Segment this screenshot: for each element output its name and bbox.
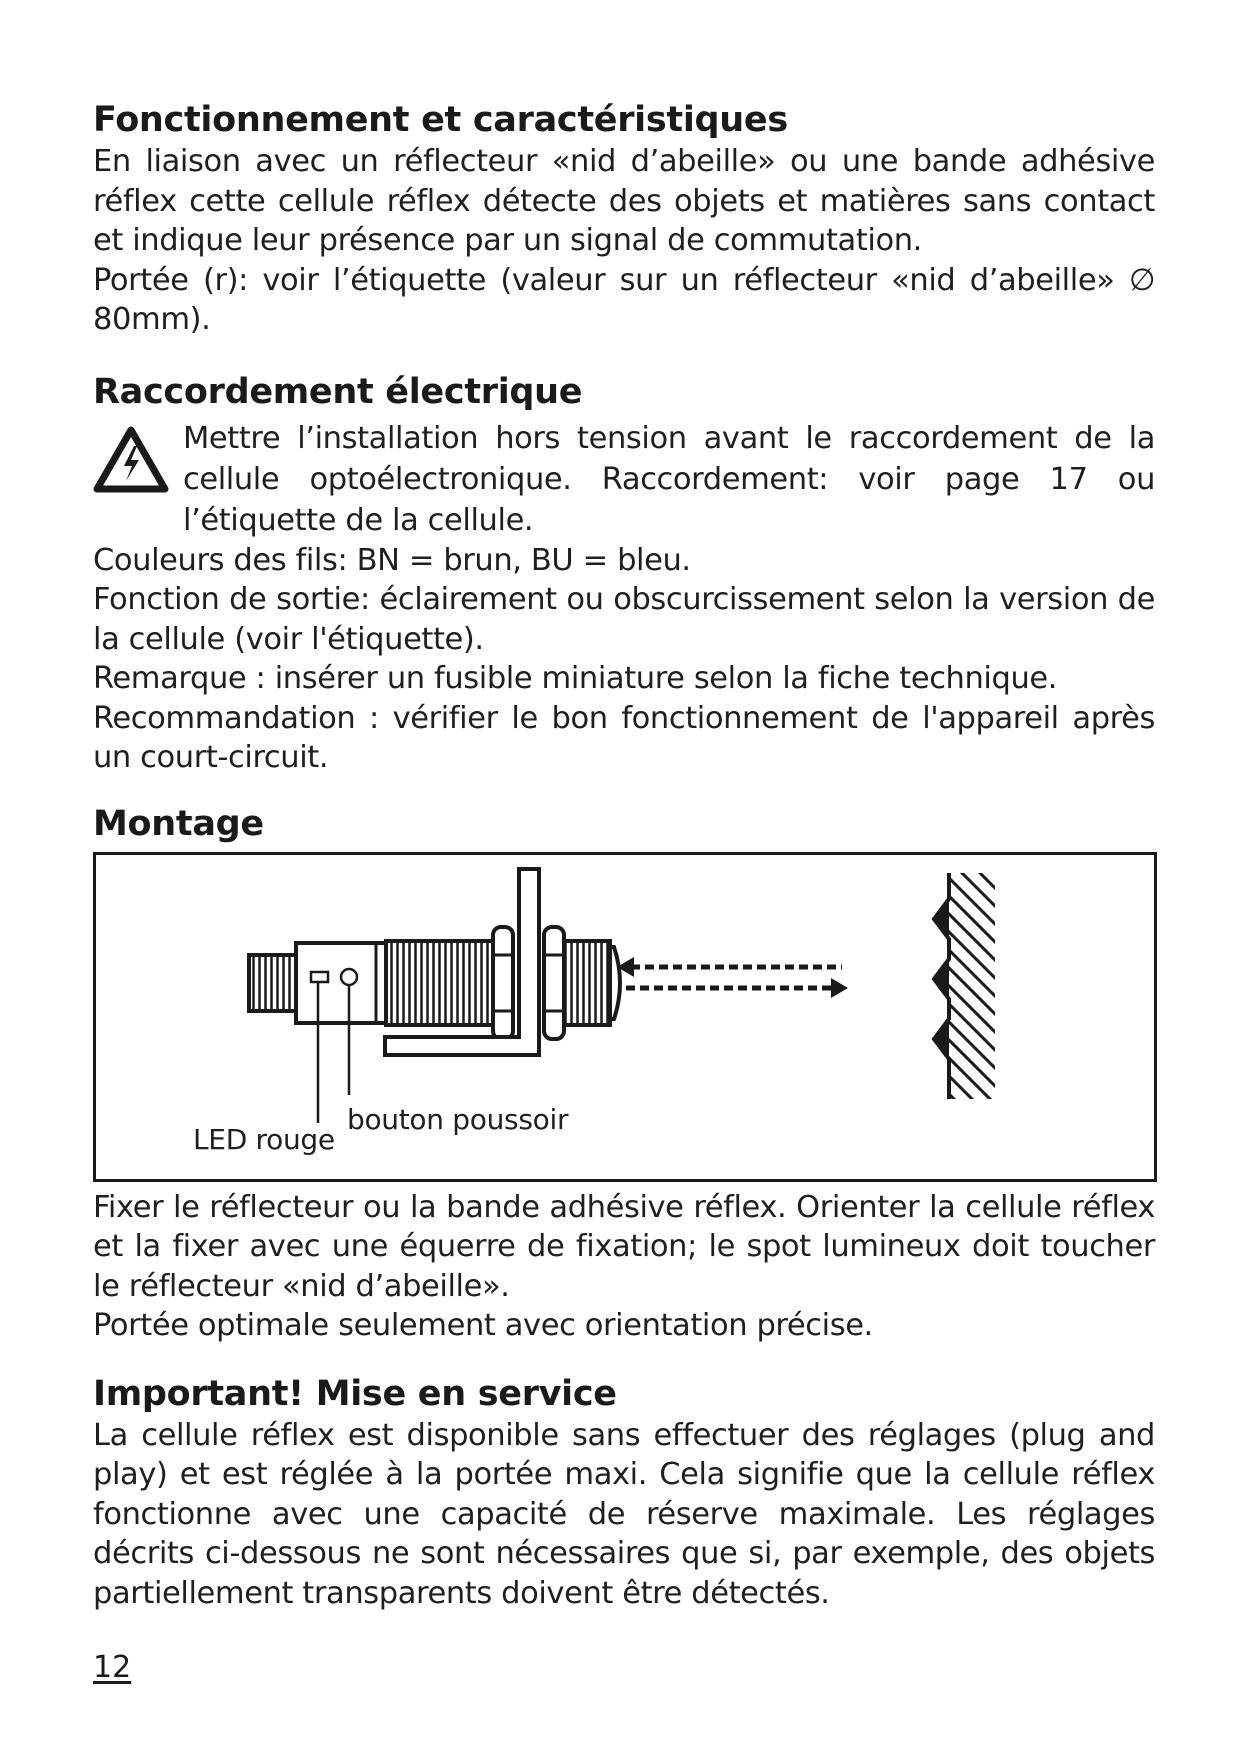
- mounting-diagram: [93, 852, 1157, 1182]
- paragraph-raccordement-3: Remarque : insérer un fusible miniature selon la fiche technique.: [93, 661, 1058, 696]
- warning-text: Mettre l’installation hors tension avant le raccordement de la cellule optoélectronique. Raccordement: voir page 17 ou l’étiquette de la cellule.: [183, 420, 1155, 538]
- paragraph-fonctionnement-2: Portée (r): voir l’étiquette (valeur sur un réflecteur «nid d’abeille» ∅ 80mm).: [93, 262, 1155, 337]
- paragraph-raccordement-2: Fonction de sortie: éclairement ou obscurcissement selon la version de la cellule (voir l'étiquette).: [93, 582, 1155, 657]
- heading-montage: Montage: [93, 803, 264, 844]
- section-mise-en-service: [93, 1372, 1155, 1614]
- paragraph-montage-1: Fixer le réflecteur ou la bande adhésive réflex. Orienter la cellule réflex et la fixer avec une équerre de fixation; le spot lumineux doit toucher le réflecteur «nid d’abeille».: [93, 1189, 1155, 1304]
- paragraph-raccordement-4: Recommandation : vérifier le bon fonctionnement de l'appareil après un court-circuit.: [93, 700, 1155, 775]
- section-montage: [93, 802, 1155, 1346]
- section-raccordement: [93, 370, 1155, 778]
- paragraph-raccordement-1: Couleurs des fils: BN = brun, BU = bleu.: [93, 542, 691, 578]
- high-voltage-warning-icon: [93, 426, 169, 494]
- paragraph-montage-2: Portée optimale seulement avec orientation précise.: [93, 1308, 873, 1343]
- paragraph-fonctionnement-1: En liaison avec un réflecteur «nid d’abeille» ou une bande adhésive réflex cette cellule réflex détecte des objets et matières sans contact et indique leur présence par un signal de commutation.: [93, 144, 1155, 258]
- label-bouton-poussoir: bouton poussoir: [347, 1102, 569, 1136]
- section-fonctionnement: [93, 98, 1155, 340]
- heading-mise-en-service: Important! Mise en service: [93, 1373, 617, 1414]
- heading-fonctionnement: Fonctionnement et caractéristiques: [93, 100, 788, 140]
- page-content: [93, 98, 1155, 1613]
- paragraph-mise-en-service: La cellule réflex est disponible sans effectuer des réglages (plug and play) et est réglée à la portée maxi. Cela signifie que la cellule réflex fonctionne avec une capacité de réserve maximale. Les réglages décrits ci-dessous ne sont nécessaires que si, par exemple, des objets partiellement transparents doivent être détectés.: [93, 1417, 1155, 1611]
- page-number: 12: [93, 1650, 132, 1685]
- heading-raccordement: Raccordement électrique: [93, 371, 583, 412]
- label-led-rouge: LED rouge: [193, 1122, 335, 1156]
- warning-block: [93, 418, 1155, 541]
